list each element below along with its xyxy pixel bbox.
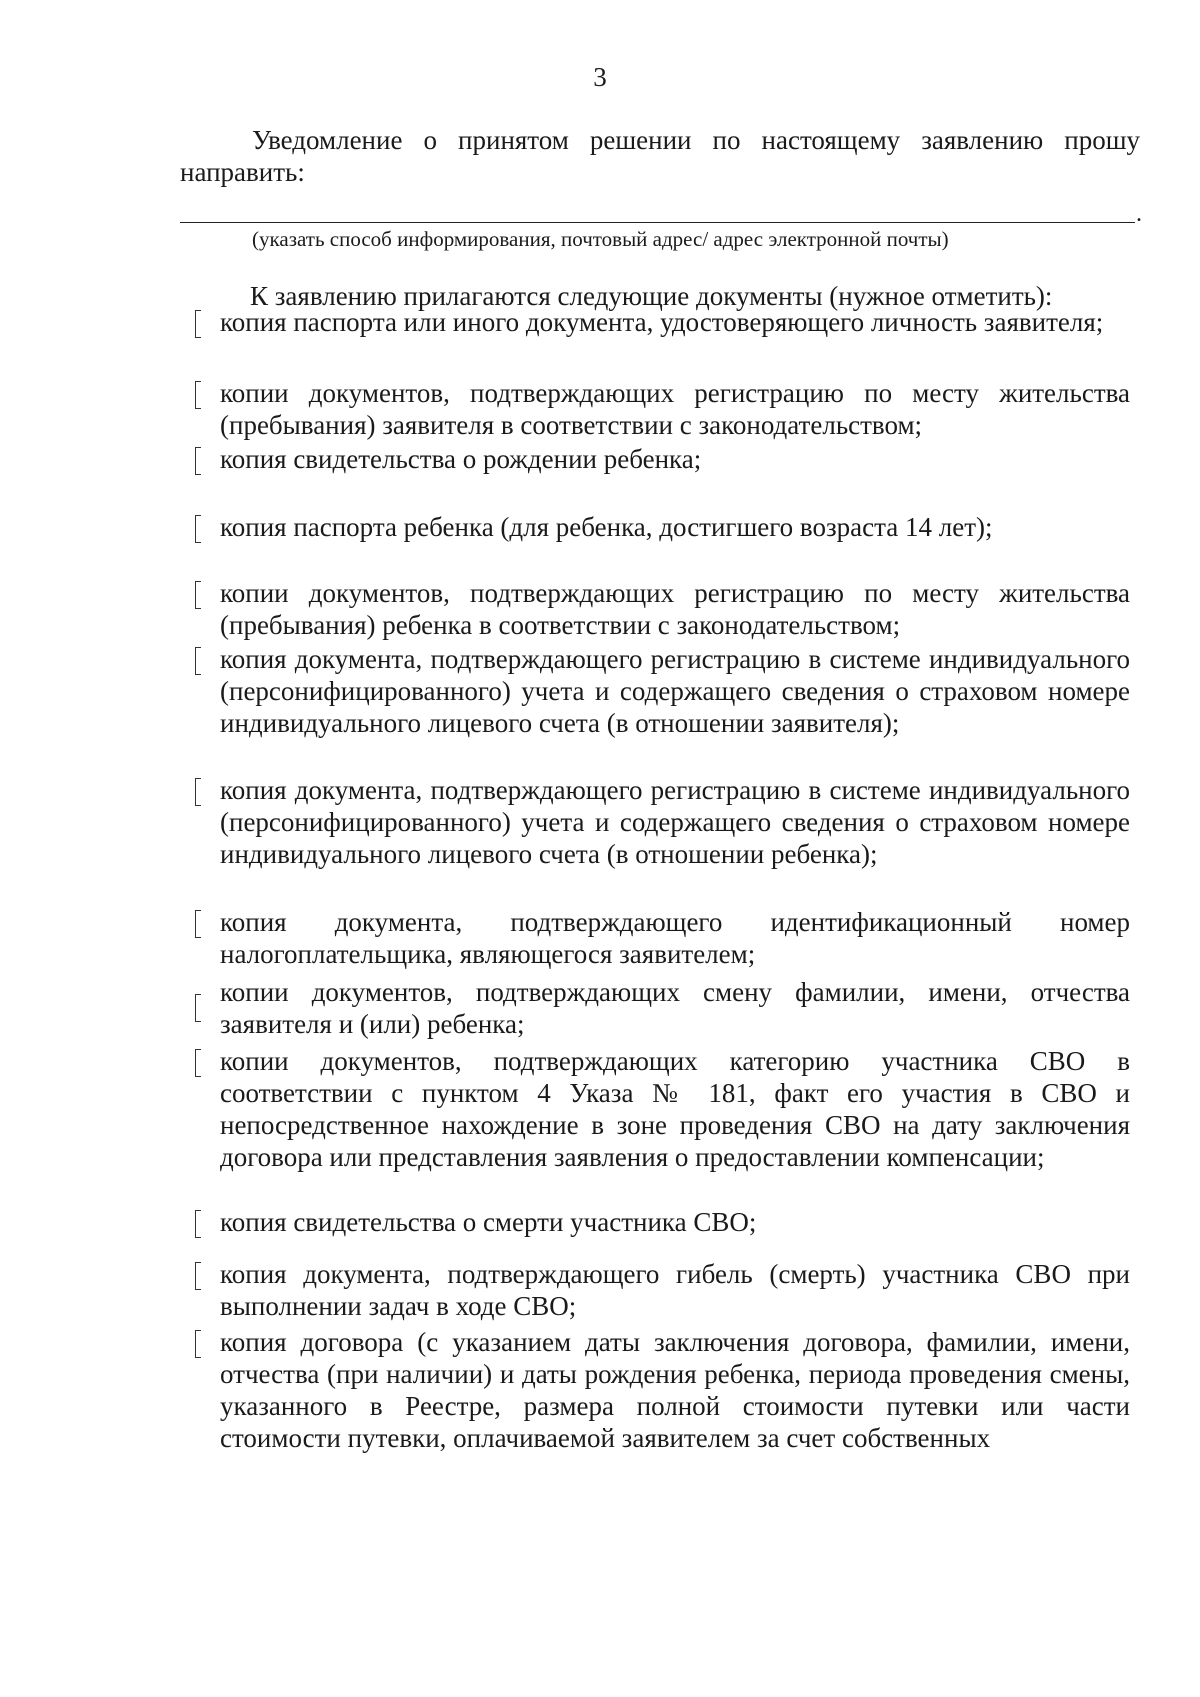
document-item-text: копия документа, подтверждающего гибель (смерть) участника СВО при выполнении задач в ходе СВО; [220,1259,1130,1321]
checkbox-bracket-icon[interactable] [195,1049,201,1077]
document-item-text: копия свидетельства о смерти участника СВО; [220,1207,757,1237]
document-item-text: копия документа, подтверждающего идентификационный номер налогоплательщика, являющегося заявителем; [220,907,1130,969]
document-item [220,577,1130,641]
checkbox-bracket-icon[interactable] [195,1330,201,1358]
document-item [220,1206,1130,1238]
checkbox-bracket-icon[interactable] [195,515,201,543]
checkbox-bracket-icon[interactable] [195,994,201,1022]
document-item-text: копия паспорта ребенка (для ребенка, достигшего возраста 14 лет); [220,512,993,542]
document-item [220,774,1130,870]
document-item [220,511,1130,543]
document-item-text: копии документов, подтверждающих смену фамилии, имени, отчества заявителя и (или) ребенка; [220,977,1130,1039]
document-item [220,643,1130,739]
document-item-text: копия свидетельства о рождении ребенка; [220,444,702,474]
document-item-text: копии документов, подтверждающих регистрацию по месту жительства (пребывания) заявителя в соответствии с законодательством; [220,378,1130,440]
document-item-text: копии документов, подтверждающих категорию участника СВО в соответствии с пунктом 4 Указа № 181, факт его участия в СВО и непосредственное нахождение в зоне проведения СВО на дату заключения договора или представления заявления о предоставлении компенсации; [220,1046,1130,1172]
checkbox-bracket-icon[interactable] [195,778,201,806]
checkbox-bracket-icon[interactable] [195,581,201,609]
document-item [220,443,1130,475]
document-item-text: копия документа, подтверждающего регистрацию в системе индивидуального (персонифицированного) учета и содержащего сведения о страховом номере индивидуального лицевого счета (в отношении ребенка); [220,775,1130,869]
document-item [220,1258,1130,1322]
documents-intro: К заявлению прилагаются следующие документы (нужное отметить): [250,281,1053,311]
checkbox-bracket-icon[interactable] [195,647,201,675]
checkbox-bracket-icon[interactable] [195,381,201,409]
checkbox-bracket-icon[interactable] [195,1210,201,1238]
document-item [220,906,1130,970]
document-item [220,306,1130,338]
document-item-text: копия паспорта или иного документа, удостоверяющего личность заявителя; [220,307,1104,337]
checkbox-bracket-icon[interactable] [195,1262,201,1290]
fill-in-caption: (указать способ информирования, почтовый адрес/ адрес электронной почты) [252,227,949,251]
notice-paragraph: Уведомление о принятом решении по настоящему заявлению прошу направить: [180,125,1140,187]
document-item [220,1045,1130,1173]
document-item [220,377,1130,441]
fill-in-line[interactable] [180,222,1135,223]
document-item-text: копии документов, подтверждающих регистрацию по месту жительства (пребывания) ребенка в соответствии с законодательством; [220,578,1130,640]
checkbox-bracket-icon[interactable] [195,447,201,475]
document-item-text: копия документа, подтверждающего регистрацию в системе индивидуального (персонифицированного) учета и содержащего сведения о страховом номере индивидуального лицевого счета (в отношении заявителя); [220,644,1130,738]
document-item [220,976,1130,1040]
checkbox-bracket-icon[interactable] [195,310,201,338]
page-number: 3 [593,62,607,92]
document-item [220,1326,1130,1454]
checkbox-bracket-icon[interactable] [195,910,201,938]
document-item-text: копия договора (с указанием даты заключения договора, фамилии, имени, отчества (при наличии) и даты рождения ребенка, периода проведения смены, указанного в Реестре, размера полной стоимости путевки или части стоимости путевки, оплачиваемой заявителем за счет собственных [220,1327,1130,1453]
fill-in-line-end-dot: . [1136,201,1142,227]
